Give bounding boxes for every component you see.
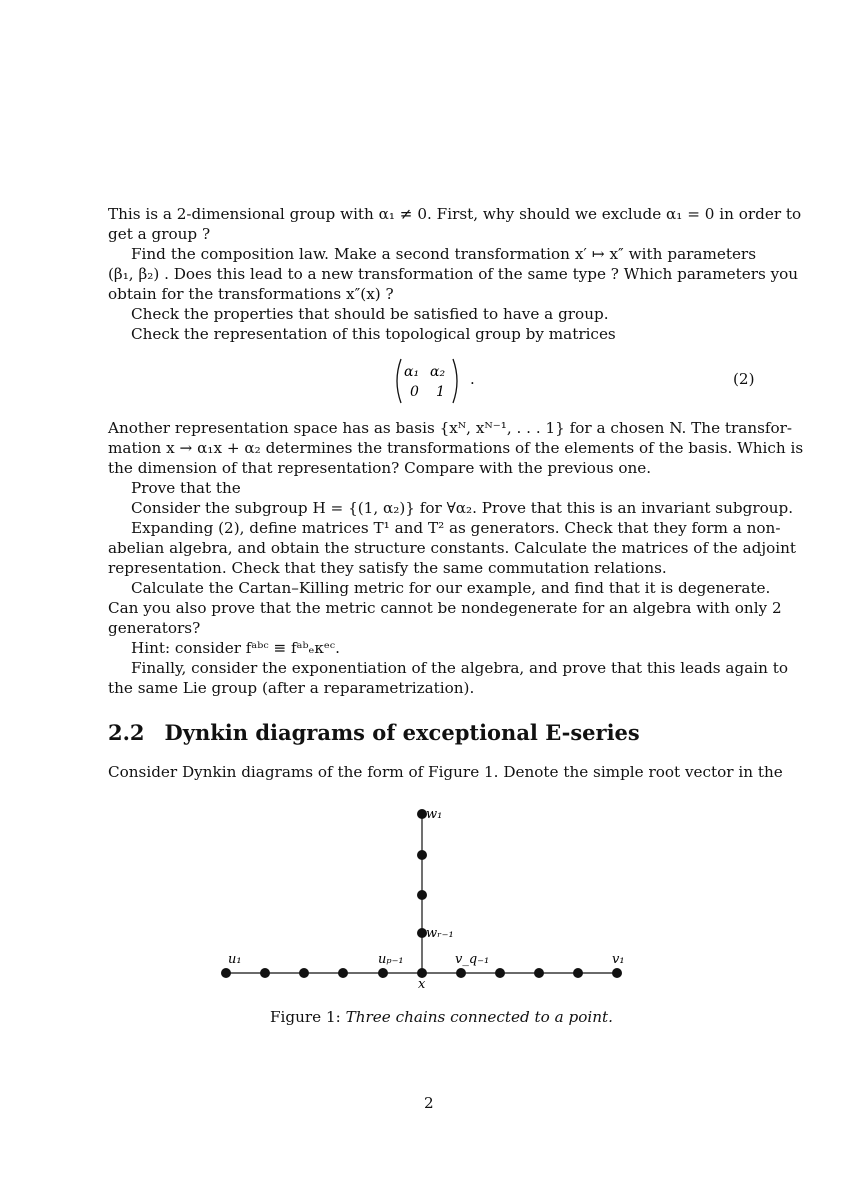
paragraph-line: (β₁, β₂) . Does this lead to a new transformation of the same type ? Which parameters you (108, 265, 799, 283)
label-u1: u₁ (228, 952, 242, 967)
label-up-1: uₚ₋₁ (378, 952, 404, 967)
matrix-equation (392, 356, 475, 406)
paragraph-line: Check the properties that should be satisfied to have a group. (131, 305, 609, 323)
node-up-1 (378, 968, 388, 978)
label-x: x (418, 977, 426, 992)
label-vq-1: v_q₋₁ (455, 952, 490, 967)
paragraph-line: Expanding (2), define matrices T¹ and T² as generators. Check that they form a non- (131, 519, 781, 537)
section-title: Dynkin diagrams of exceptional E-series (164, 720, 640, 745)
paragraph-line: Consider Dynkin diagrams of the form of Figure 1. Denote the simple root vector in the (108, 763, 783, 781)
label-wr-1: wᵣ₋₁ (426, 926, 454, 941)
paragraph-line: Finally, consider the exponentiation of the algebra, and prove that this leads again to (131, 659, 788, 677)
caption-prefix: Figure 1: (270, 1008, 341, 1026)
matrix-a22: 1 (436, 384, 445, 400)
node-u1 (221, 968, 231, 978)
page-number: 2 (424, 1094, 434, 1112)
node (417, 850, 427, 860)
paragraph-line: Find the composition law. Make a second transformation x′ ↦ x″ with parameters (131, 245, 756, 263)
label-w1: w₁ (426, 807, 443, 822)
matrix-a11: α₁ (404, 364, 420, 380)
matrix-a21: 0 (410, 384, 419, 400)
section-heading (108, 720, 640, 745)
matrix-trailing-period: . (470, 370, 475, 388)
node (495, 968, 505, 978)
paragraph-line: Hint: consider fᵃᵇᶜ ≡ fᵃᵇₑκᵉᶜ. (131, 639, 340, 657)
node (299, 968, 309, 978)
paragraph-line: generators? (108, 619, 201, 637)
node-vq-1 (456, 968, 466, 978)
paragraph-line: Calculate the Cartan–Killing metric for our example, and find that it is degenerate. (131, 579, 771, 597)
dynkin-diagram (0, 790, 847, 1010)
section-number: 2.2 (108, 720, 145, 745)
label-v1: v₁ (612, 952, 625, 967)
paragraph-line: abelian algebra, and obtain the structure constants. Calculate the matrices of the adjoint (108, 539, 796, 557)
paragraph-line: obtain for the transformations x″(x) ? (108, 285, 394, 303)
paragraph-line: the same Lie group (after a reparametrization). (108, 679, 475, 697)
paragraph-line: Check the representation of this topological group by matrices (131, 325, 616, 343)
node (534, 968, 544, 978)
matrix-a12: α₂ (430, 364, 446, 380)
paragraph-line: Consider the subgroup H = {(1, α₂)} for ∀α₂. Prove that this is an invariant subgroup. (131, 499, 794, 517)
paragraph-line: representation. Check that they satisfy the same commutation relations. (108, 559, 667, 577)
paragraph-line: get a group ? (108, 225, 211, 243)
paragraph-line: Prove that the (131, 479, 241, 497)
paragraph-line: Another representation space has as basis {xᴺ, xᴺ⁻¹, . . . 1} for a chosen N. The transfor- (108, 419, 793, 437)
equation-number: (2) (733, 370, 755, 388)
matrix-brackets (392, 356, 462, 406)
figure-caption (270, 1008, 613, 1026)
paragraph-line: Can you also prove that the metric cannot be nondegenerate for an algebra with only 2 (108, 599, 782, 617)
paragraph-line: the dimension of that representation? Compare with the previous one. (108, 459, 652, 477)
node (338, 968, 348, 978)
paragraph-line: mation x → α₁x + α₂ determines the transformations of the elements of the basis. Which is (108, 439, 804, 457)
node-v1 (612, 968, 622, 978)
caption-text: Three chains connected to a point. (345, 1008, 613, 1026)
node (573, 968, 583, 978)
node (260, 968, 270, 978)
paragraph-line: This is a 2-dimensional group with α₁ ≠ 0. First, why should we exclude α₁ = 0 in order to (108, 205, 802, 223)
node (417, 890, 427, 900)
